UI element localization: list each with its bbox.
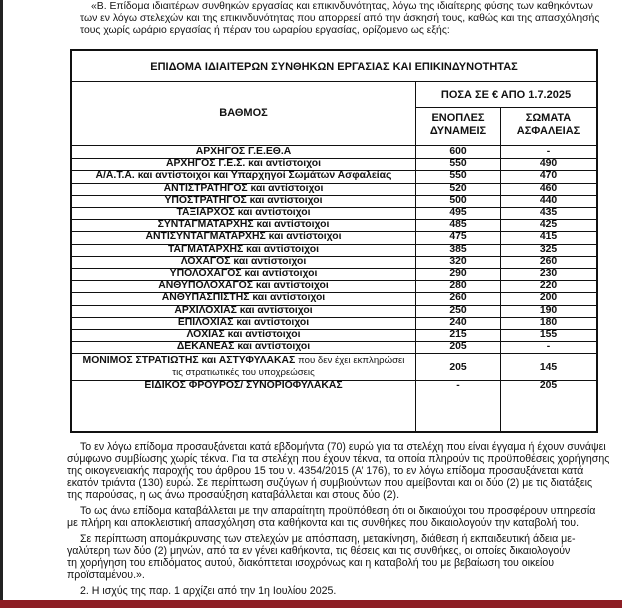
armed-forces-amount: 205 [449, 362, 467, 374]
security-forces-amount: 220 [539, 280, 558, 292]
rank-suffix: και αντίστοιχοι [248, 158, 321, 170]
security-forces-amount: 425 [539, 219, 558, 231]
rank-cell [72, 355, 415, 379]
column-header-armed-line-1: ΕΝΟΠΛΕΣ [431, 112, 485, 124]
table-row [72, 146, 596, 158]
rank-suffix: και αντίστοιχοι [256, 219, 330, 231]
rank-suffix: και αντίστοιχοι [246, 243, 320, 255]
table-row [72, 317, 596, 329]
security-forces-amount: - [546, 341, 551, 353]
security-forces-amount: 155 [539, 329, 558, 340]
bottom-color-bar [0, 600, 622, 608]
armed-forces-amount: 500 [449, 194, 467, 206]
rank-suffix: και αντίστοιχοι [236, 316, 310, 328]
intro-line-1: «Β. Επίδομα ιδιαιτέρων συνθηκών εργασίας και επικινδυνότητας, λόγω της ιδιαίτερης φύσης των καθηκόντων [91, 1, 593, 12]
column-header-rank: ΒΑΘΜΟΣ [219, 107, 268, 119]
paragraph-2-line-2: με πλήρη και αποκλειστική απασχόληση στα καθήκοντα και τις συνθήκες που δικαιολογούν την καταβολή του. [67, 517, 580, 529]
table-row [72, 280, 596, 292]
table-row [72, 207, 596, 219]
security-forces-amount: 490 [539, 158, 558, 170]
rank-cell [72, 158, 415, 170]
rank-suffix: και αντίστοιχοι [252, 292, 326, 304]
column-header-security-line-1: ΣΩΜΑΤΑ [525, 112, 572, 124]
rank-cell [72, 305, 415, 317]
column-header-security-forces [501, 112, 596, 138]
armed-forces-amount: 320 [449, 255, 467, 267]
paragraph-2-line-1: Το ως άνω επίδομα καταβάλλεται με την απαραίτητη προϋπόθεση ότι οι δικαιούχοι του προσφέρουν υπηρεσία [80, 505, 596, 517]
armed-forces-amount: 280 [449, 280, 467, 292]
rank-name-2: ΑΣΤΥΦΥΛΑΚΑΣ [218, 355, 296, 367]
paragraph-1-line-3: της οικογενειακής παροχής του άρθρου 15 του ν. 4354/2015 (Α’ 176), το εν λόγω επίδομα προσαυξάνεται κατά [67, 465, 584, 477]
allowance-table [70, 49, 598, 433]
rank-name: ΥΠΟΛΟΧΑΓΟΣ [169, 268, 242, 279]
paragraph-1-line-5: της παρούσας, η ως άνω προσαύξηση καταβάλλεται και στους δύο (2). [67, 489, 400, 501]
table-row [72, 292, 596, 304]
table-row [72, 219, 596, 231]
security-forces-amount: 145 [539, 362, 558, 374]
armed-forces-amount: 205 [449, 341, 467, 353]
rank-name: ΑΝΘΥΠΑΣΠΙΣΤΗΣ [161, 292, 250, 304]
armed-forces-amount: 485 [449, 219, 467, 231]
armed-forces-amount: 260 [449, 292, 467, 304]
table-title: ΕΠΙΔΟΜΑ ΙΔΙΑΙΤΕΡΩΝ ΣΥΝΘΗΚΩΝ ΕΡΓΑΣΙΑΣ ΚΑΙ ΕΠΙΚΙΝΔΥΝΟΤΗΤΑΣ [150, 61, 518, 73]
armed-forces-amount: 385 [449, 243, 467, 255]
paragraph-3-line-1: Σε περίπτωση απομάκρυνσης των στελεχών με απόσπαση, μετακίνηση, διάθεση ή εκπαιδευτική άδεια με- [80, 533, 576, 545]
rank-name: ΕΠΙΛΟΧΙΑΣ [177, 316, 234, 328]
security-forces-amount: 205 [539, 380, 558, 392]
table-row [72, 158, 596, 170]
security-forces-amount: 190 [539, 304, 558, 316]
armed-forces-amount: 550 [449, 170, 467, 182]
rank-suffix: και αντίστοιχοι [237, 207, 311, 218]
rank-name: ΜΟΝΙΜΟΣ ΣΤΡΑΤΙΩΤΗΣ [82, 355, 199, 367]
rank-name: ΑΝΤΙΣΤΡΑΤΗΓΟΣ [163, 182, 248, 194]
paragraph-1-line-1: Το εν λόγω επίδομα προσαυξάνεται κατά εβδομήντα (70) ευρώ για τα στελέχη που είναι έγγαμα ή έχουν συνάψει [80, 441, 606, 453]
armed-forces-amount: 240 [449, 316, 467, 328]
table-row-last [72, 380, 596, 392]
rank-name: ΛΟΧΙΑΣ [186, 329, 225, 340]
table-row [72, 268, 596, 280]
table-row [72, 170, 596, 182]
column-header-armed-forces [416, 112, 500, 138]
rank-cell [72, 231, 415, 243]
rank-cell [72, 146, 415, 158]
paragraph-1-line-2: σύμφωνο συμβίωσης χωρίς τέκνα. Για τα στελέχη που έχουν τέκνα, τα οποία πληρούν τις προϋποθέσεις χορήγησης [67, 453, 610, 465]
rank-suffix: και αντίστοιχοι [255, 280, 329, 292]
security-forces-amount: 260 [539, 255, 558, 267]
rank-name: ΣΥΝΤΑΓΜΑΤΑΡΧΗΣ [157, 219, 254, 231]
left-margin-bar [0, 0, 3, 608]
table-row-special [72, 355, 596, 381]
security-forces-amount: 440 [539, 194, 558, 206]
security-forces-amount: - [546, 146, 551, 157]
table-row [72, 305, 596, 317]
armed-forces-amount: 495 [449, 207, 467, 218]
table-row [72, 256, 596, 268]
rank-cell [72, 341, 415, 353]
rank-name: ΑΝΘΥΠΟΛΟΧΑΓΟΣ [158, 280, 254, 292]
rank-suffix: που δεν έχει εκπληρώσει [298, 355, 405, 367]
rank-suffix: και αντίστοιχοι [233, 255, 307, 267]
rank-cell [72, 329, 415, 341]
paragraph-1-line-4: εκατόν τριάντα (130) ευρώ. Σε περίπτωση συζύγων ή συμβιούντων που αμείβονται και οι δύο (2) με τις διατάξεις [67, 477, 593, 489]
paragraph-4: 2. Η ισχύς της παρ. 1 αρχίζει από την 1η Ιουλίου 2025. [80, 585, 337, 597]
armed-forces-amount: 250 [449, 304, 467, 316]
intro-line-2: των εν λόγω στελεχών και της επικινδυνότητας που απορρεεί από την άσκησή τους, καθώς και της απασχόλησής [80, 13, 600, 24]
security-forces-amount: 415 [539, 231, 558, 243]
table-row [72, 183, 596, 195]
security-forces-amount: 325 [539, 243, 558, 255]
rank-name: ΛΟΧΑΓΟΣ [180, 255, 231, 267]
rank-name: Α/Α.Τ.Α. [95, 170, 135, 182]
security-forces-amount: 460 [539, 182, 558, 194]
rank-suffix: και αντίστοιχοι και Υπαρχηγοί Σωμάτων Ασφαλείας [137, 170, 392, 182]
rank-cell [72, 244, 415, 256]
rank-name: ΑΡΧΙΛΟΧΙΑΣ [174, 304, 237, 316]
security-forces-amount: 230 [539, 268, 558, 279]
rank-cell [72, 256, 415, 268]
rank-connector: και [201, 355, 217, 367]
rank-name: ΥΠΟΣΤΡΑΤΗΓΟΣ [164, 194, 247, 206]
rank-cell: ΕΙΔΙΚΟΣ ΦΡΟΥΡΟΣ/ ΣΥΝΟΡΙΟΦΥΛΑΚΑΣ [144, 380, 343, 392]
rank-suffix: και αντίστοιχοι [250, 182, 324, 194]
rank-name: ΔΕΚΑΝΕΑΣ [176, 341, 235, 353]
table-row [72, 329, 596, 341]
paragraph-3-line-4: προϊσταμένου.». [67, 569, 145, 581]
rank-cell [72, 219, 415, 231]
rank-name: ΑΡΧΗΓΟΣ Γ.Ε.ΕΘ.Α [195, 146, 292, 157]
armed-forces-amount: 600 [449, 146, 467, 157]
rank-cell [72, 195, 415, 207]
security-forces-amount: 200 [539, 292, 558, 304]
rank-suffix: και αντίστοιχοι [244, 268, 318, 279]
column-header-armed-line-2: ΔΥΝΑΜΕΙΣ [429, 125, 487, 137]
armed-forces-amount: - [456, 380, 460, 392]
rank-suffix: και αντίστοιχοι [227, 329, 301, 340]
column-header-amount: ΠΟΣΑ ΣΕ € ΑΠΟ 1.7.2025 [440, 89, 572, 101]
rank-suffix: και αντίστοιχοι [249, 194, 323, 206]
armed-forces-amount: 290 [449, 268, 467, 279]
paragraph-3-line-2: γαλύτερη των δύο (2) μηνών, από τα εν γένει καθήκοντα, τις θέσεις και τις συνθήκες, οι οποίες δικαιολογούν [67, 545, 571, 557]
column-header-security-line-2: ΑΣΦΑΛΕΙΑΣ [516, 125, 581, 137]
rank-suffix: και αντίστοιχοι [268, 231, 342, 243]
rank-suffix: και αντίστοιχοι [237, 341, 311, 353]
rank-cell [72, 207, 415, 219]
table-row [72, 244, 596, 256]
rank-name: ΑΝΤΙΣΥΝΤΑΓΜΑΤΑΡΧΗΣ [145, 231, 266, 243]
rank-cell [72, 170, 415, 182]
rank-name: ΤΑΓΜΑΤΑΡΧΗΣ [167, 243, 244, 255]
armed-forces-amount: 550 [449, 158, 467, 170]
security-forces-amount: 435 [539, 207, 558, 218]
rank-cell [72, 183, 415, 195]
table-row [72, 341, 596, 353]
rank-cell [72, 292, 415, 304]
rank-name: ΑΡΧΗΓΟΣ Γ.Ε.Σ. [166, 158, 246, 170]
security-forces-amount: 180 [539, 316, 558, 328]
armed-forces-amount: 215 [449, 329, 467, 340]
special-rank-line-2: τις στρατιωτικές του υποχρεώσεις [172, 367, 315, 379]
rank-cell [72, 280, 415, 292]
rank-cell [72, 317, 415, 329]
security-forces-amount: 470 [539, 170, 558, 182]
special-rank-line-1 [72, 355, 415, 367]
table-row [72, 195, 596, 207]
intro-line-3: τους χωρίς ωράριο εργασίας ή πέραν του ωραρίου εργασίας, ορίζομενο ως εξής: [80, 25, 450, 36]
paragraph-3-line-3: τη χορήγηση του επιδόματος αυτού, διακόπτεται ισοχρόνως και η καταβολή του με βεβαίωση του οικείου [67, 557, 555, 569]
table-row [72, 231, 596, 243]
armed-forces-amount: 475 [449, 231, 467, 243]
rank-cell [72, 268, 415, 280]
armed-forces-amount: 520 [449, 182, 467, 194]
rank-suffix: και αντίστοιχοι [239, 304, 313, 316]
rank-name: ΤΑΞΙΑΡΧΟΣ [176, 207, 235, 218]
